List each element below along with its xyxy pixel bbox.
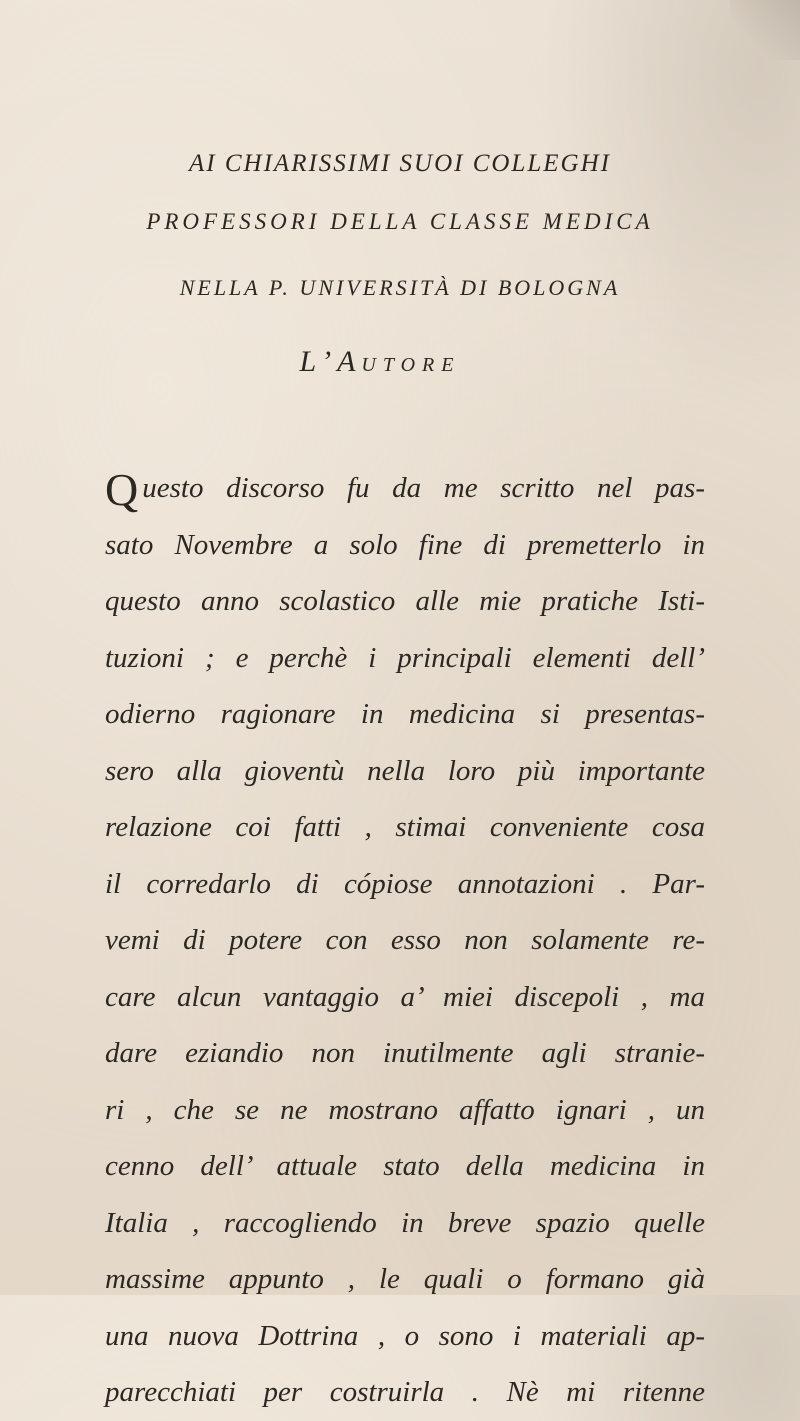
drop-cap: Q	[105, 464, 139, 516]
dedication-line-1: AI CHIARISSIMI SUOI COLLEGHI	[189, 150, 611, 177]
body-line: sato Novembre a solo fine di premetterlo in	[105, 528, 705, 561]
body-line: il corredarlo di cópiose annotazioni . Par-	[105, 867, 705, 900]
body-line: questo anno scolastico alle mie pratiche Isti-	[105, 585, 705, 617]
dedication-line-2: PROFESSORI DELLA CLASSE MEDICA	[146, 209, 654, 234]
body-line: vemi di potere con esso non solamente re-	[105, 924, 705, 956]
body-line: ri , che se ne mostrano affatto ignari , un	[105, 1093, 705, 1126]
body-line: Italia , raccogliendo in breve spazio quelle	[105, 1206, 705, 1239]
dedication-line-3: NELLA P. UNIVERSITÀ DI BOLOGNA	[179, 275, 621, 300]
body-line: massime appunto , le quali o formano già	[105, 1263, 705, 1295]
author-rest: UTORE	[361, 354, 461, 376]
author-initial: A	[337, 345, 362, 378]
body-paragraph	[105, 460, 705, 1421]
body-line: tuzioni ; e perchè i principali elementi dell’	[105, 641, 705, 674]
body-line: sero alla gioventù nella loro più importante	[105, 754, 705, 787]
body-line: una nuova Dottrina , o sono i materiali ap-	[105, 1319, 705, 1352]
author-prefix: L’	[299, 345, 338, 378]
body-line: odierno ragionare in medicina si presentas-	[105, 698, 705, 730]
body-line: relazione coi fatti , stimai conveniente cosa	[105, 811, 705, 843]
body-line: dare eziandio non inutilmente agli stranie-	[105, 1037, 705, 1069]
body-line: care alcun vantaggio a’ miei discepoli , ma	[105, 980, 705, 1013]
body-line: uesto discorso fu da me scritto nel pas-	[142, 471, 705, 504]
body-line: parecchiati per costruirla . Nè mi ritenne	[105, 1376, 705, 1408]
body-line: cenno dell’ attuale stato della medicina in	[105, 1150, 705, 1182]
author-signature	[0, 345, 780, 379]
body-first-line	[105, 460, 705, 517]
page-corner-shadow	[730, 0, 800, 60]
